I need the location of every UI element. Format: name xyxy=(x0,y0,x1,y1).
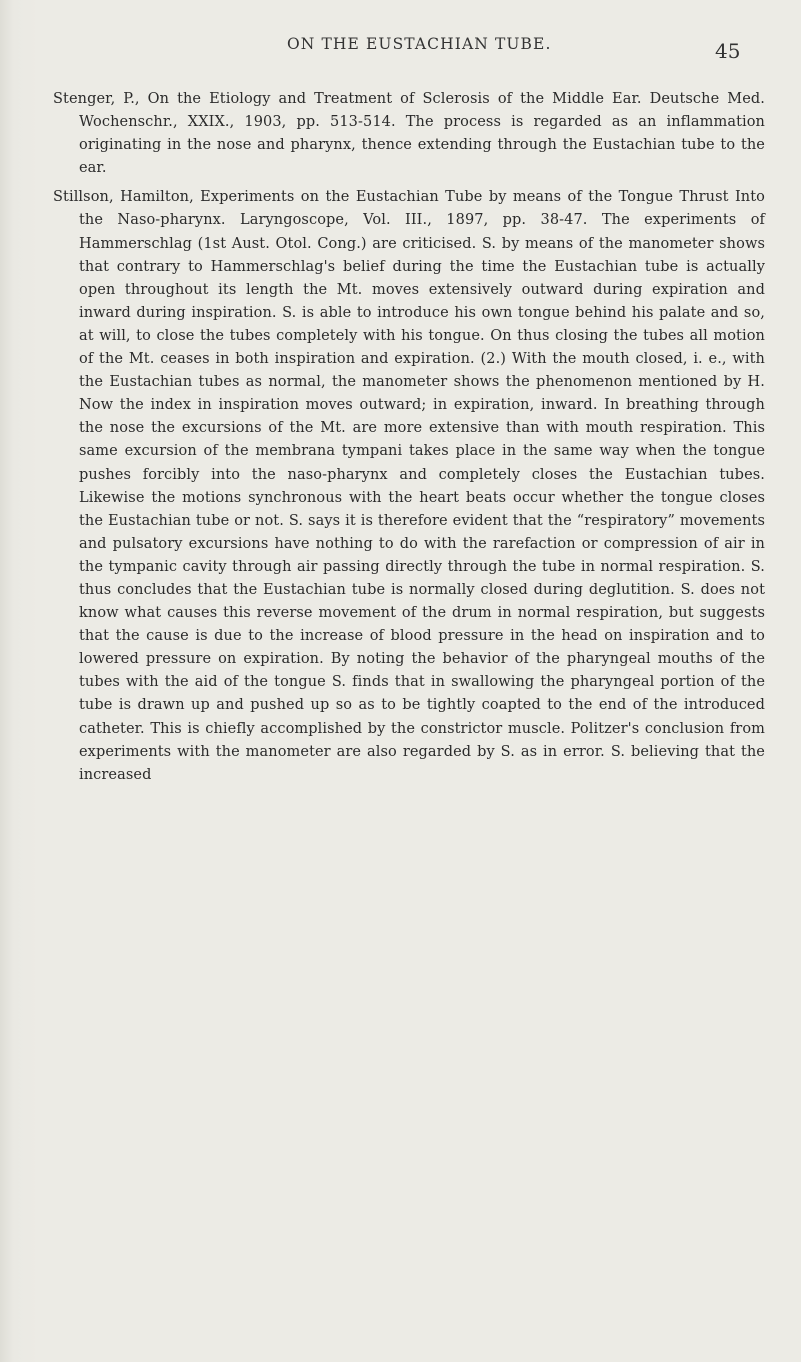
bibliography-entries xyxy=(53,88,765,793)
bibliography-entry-stenger: Stenger, P., On the Etiology and Treatment of Sclerosis of the Middle Ear. Deutsche Med. Wochenschr., XXIX., 1903, pp. 513-514. The process is regarded as an inflammation originating in the nose and pharynx, thence extending through the Eustachian tube to the ear. xyxy=(53,91,765,177)
running-title: ON THE EUSTACHIAN TUBE. xyxy=(287,35,552,53)
bibliography-entry-stillson: Stillson, Hamilton, Experiments on the Eustachian Tube by means of the Tongue Thrust Into the Naso-pharynx. Laryngoscope, Vol. III., 1897, pp. 38-47. The experiments of Hammerschlag (1st Aust. Otol. Cong.) are criticised. S. by means of the manometer shows that contrary to Hammerschlag's belief during the time the Eustachian tube is actually open throughout its length the Mt. moves extensively outward during expiration and inward during inspiration. S. is able to introduce his own tongue behind his palate and so, at will, to close the tubes completely with his tongue. On thus closing the tubes all motion of the Mt. ceases in both inspiration and expiration. (2.) With the mouth closed, i. e., with the Eustachian tubes as normal, the manometer shows the phenomenon mentioned by H. Now the index in inspiration moves outward; in expiration, inward. In breathing through the nose the excursions of the Mt. are more extensive than with mouth respiration. This same excursion of the membrana tympani takes place in the same way when the tongue pushes forcibly into the naso-pharynx and completely closes the Eustachian tubes. Likewise the motions synchronous with the heart beats occur whether the tongue closes the Eustachian tube or not. S. says it is therefore evident that the “respiratory” movements and pulsatory excursions have nothing to do with the rarefaction or compression of air in the tympanic cavity through air passing directly through the tube in normal respiration. S. thus concludes that the Eustachian tube is normally closed during deglutition. S. does not know what causes this reverse movement of the drum in normal respiration, but suggests that the cause is due to the increase of blood pressure in the head on inspiration and to lowered pressure on expiration. By noting the behavior of the pharyngeal mouths of the tubes with the aid of the tongue S. finds that in swallowing the pharyngeal portion of the tube is drawn up and pushed up so as to be tightly coapted to the end of the introduced catheter. This is chiefly accomplished by the constrictor muscle. Politzer's conclusion from experiments with the manometer are also regarded by S. as in error. S. believing that the increased xyxy=(53,189,765,783)
page-header xyxy=(0,35,801,63)
page-number: 45 xyxy=(715,39,741,63)
